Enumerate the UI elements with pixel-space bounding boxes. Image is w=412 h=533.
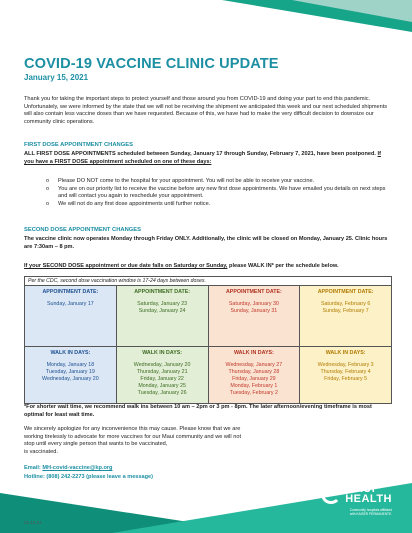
date-line: Thursday, January 21 [136,369,188,376]
date-line: Tuesday, February 2 [229,390,279,397]
date-line: Tuesday, January 26 [137,390,187,397]
date-line: Sunday, February 7 [322,308,369,315]
appointment-header: APPOINTMENT DATE: [42,289,99,295]
appointment-row [25,286,391,347]
walk-in-header: WALK IN DAYS: [233,350,274,356]
date-line: Wednesday, January 20 [133,362,191,369]
appointment-header: APPOINTMENT DATE: [225,289,282,295]
email-line [24,465,112,471]
closing-line: We sincerely apologize for any inconvenience this may cause. Please know that we are [24,426,241,432]
intro-paragraph: Thank you for taking the important steps to protect yourself and those around you from COVID-19 and doing your part to end this pandemic. Unfortunately, we were informed by the state that we will not be receiving the shipment we anticipated this week and our next scheduled shipments will also contain less vaccine doses than we have requested. Because of this, we have had to make the very difficult decision to downsize our community clinic operations. [24,96,388,126]
date-line: Friday, January 22 [140,376,184,383]
closing-paragraph [24,426,324,457]
logo-tagline [350,508,392,516]
date-line: Monday, January 18 [46,362,95,369]
date-line: Wednesday, January 20 [42,376,99,383]
tagline-line: with KAISER PERMANENTE. [349,512,392,516]
logo-wordmark [345,484,392,504]
date-line: Friday, January 29 [232,376,276,383]
first-dose-postponed-text: ALL FIRST DOSE APPOINTMENTS scheduled between Sunday, January 17 through Sunday, February 7, 2021, have been postponed. [24,151,376,157]
appointment-cell [209,286,301,347]
date-line: Wednesday, February 3 [317,362,374,369]
date-line: Saturday, January 30 [228,301,279,308]
date-line: Saturday, February 6 [320,301,371,308]
email-link[interactable]: MH-covid-vaccine@kp.org [42,465,113,471]
date-line: Tuesday, January 19 [45,369,95,376]
bullet-item: o You are on our priority list to receive the vaccine before any new first dose appointments. We have emailed you details on next steps and will contact you again to reschedule your appointment. [46,186,391,201]
walk-in-instruction [24,263,392,271]
cdc-note: Per the CDC, second dose vaccination window is 17-24 days between doses. [25,277,391,286]
walk-in-header: WALK IN DAYS: [142,350,183,356]
maui-health-logo [321,484,392,504]
bullet-item: o Please DO NOT come to the hospital for your appointment. You will not be able to receive your vaccine. [46,178,391,186]
wave-icon [321,484,341,504]
walk-in-schedule-table [24,276,392,404]
logo-line-1: MAUI [345,483,376,495]
date-line: Wednesday, January 27 [225,362,283,369]
page-title: COVID-19 VACCINE CLINIC UPDATE [24,56,279,72]
date-line: Sunday, January 31 [230,308,278,315]
second-dose-statement: The vaccine clinic now operates Monday through Friday ONLY. Additionally, the clinic will be closed on Monday, January 25. Clinic hours are 7:30am – 8 pm. [24,236,388,250]
walk-in-cell [300,347,391,403]
tagline-line: Community hospitals affiliated [349,508,392,512]
update-date: January 15, 2021 [24,73,89,82]
logo-line-2: HEALTH [345,493,392,505]
walk-in-cell [117,347,209,403]
closing-line: is vaccinated. [24,449,58,456]
date-line: Monday, January 25 [138,383,186,390]
walk-in-action: please WALK IN* per the schedule below. [229,263,339,269]
appointment-cell [300,286,391,347]
top-right-corner-band-light [292,0,412,22]
walk-in-cell [25,347,117,403]
bullet-item: o We will not do any first dose appointments until further notice. [46,201,391,209]
first-dose-statement [24,151,392,166]
date-line: Thursday, February 4 [320,369,371,376]
closing-line: stop until every single person that wants to be vaccinated, [24,441,168,448]
walk-in-condition: If your SECOND DOSE appointment or due date falls on Saturday or Sunday, [24,263,228,269]
walk-in-header: WALK IN DAYS: [50,350,91,356]
appointment-cell [117,286,209,347]
second-dose-heading: SECOND DOSE APPOINTMENT CHANGES [24,227,142,233]
first-dose-bullets [46,178,391,209]
walk-in-header: WALK IN DAYS: [325,350,366,356]
closing-line: working tirelessly to advocate for more vaccines for our Maui community and we will not [24,433,242,440]
document-code: 01.19.21 [24,520,42,525]
first-dose-heading: FIRST DOSE APPOINTMENT CHANGES [24,142,133,148]
walk-in-cell [209,347,301,403]
walk-in-row [25,347,391,403]
appointment-header: APPOINTMENT DATE: [134,289,191,295]
date-line: Friday, February 5 [324,376,368,383]
date-line: Sunday, January 17 [47,301,94,308]
date-line: Thursday, January 28 [228,369,280,376]
appointment-cell [25,286,117,347]
date-line: Monday, February 1 [230,383,278,390]
date-line: Saturday, January 23 [137,301,188,308]
email-label: Email: [24,465,41,471]
first-dose-instruction: If you have a FIRST DOSE appointment scheduled on one of these days: [24,151,381,165]
hotline-line: Hotline: (808) 242-2273 (please leave a message) [24,474,154,480]
date-line: Sunday, January 24 [138,308,186,315]
walk-in-footnote: *For shorter wait time, we recommend walk ins between 10 am – 2pm or 3 pm - 8pm. The later afternoon/evening timeframe is most optimal for least wait time. [24,404,372,418]
appointment-header: APPOINTMENT DATE: [317,289,374,295]
